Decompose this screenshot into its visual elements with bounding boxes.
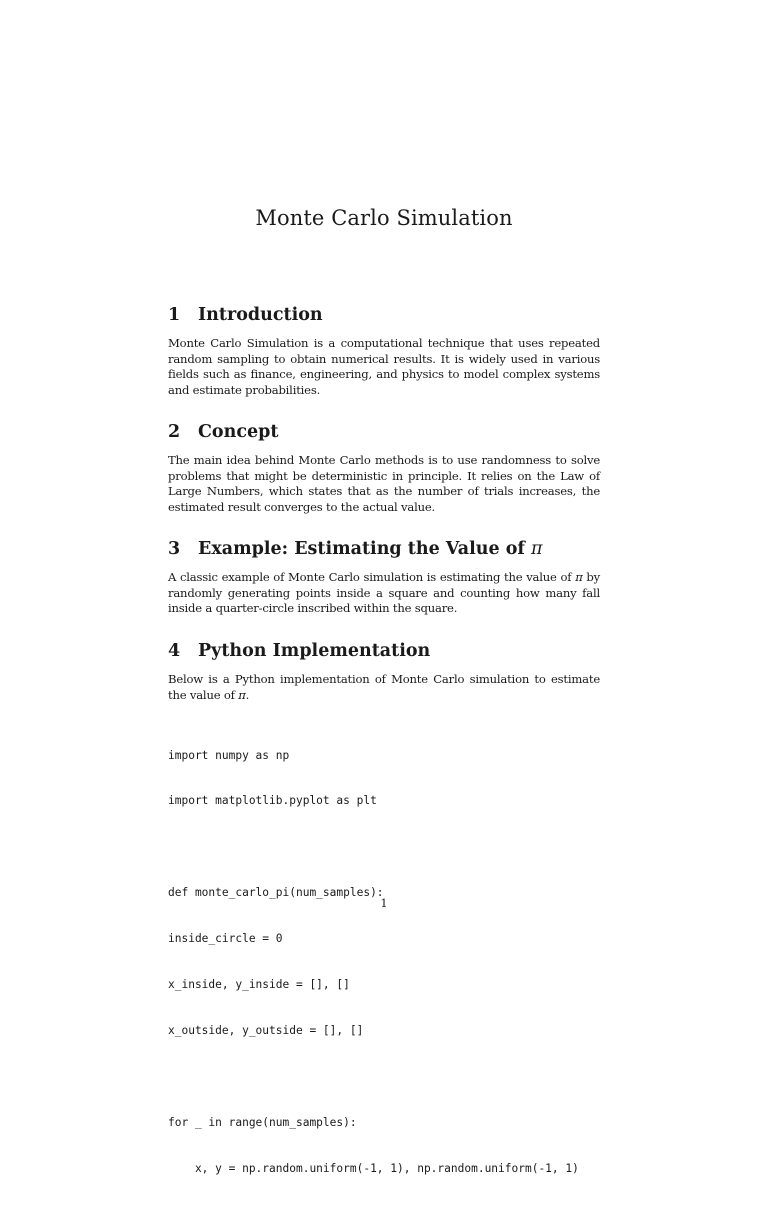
code-listing xyxy=(168,717,600,1207)
code-line: def monte_carlo_pi(num_samples): xyxy=(168,886,384,900)
section-number: 1 xyxy=(168,305,181,325)
section-paragraph xyxy=(168,570,600,617)
section-python-implementation xyxy=(168,640,600,703)
page-number: 1 xyxy=(380,897,388,910)
code-line xyxy=(168,839,600,854)
pi-symbol: π xyxy=(238,687,246,702)
section-title: Python Implementation xyxy=(198,641,431,661)
code-line: import numpy as np xyxy=(168,748,290,762)
code-line: for _ in range(num_samples): xyxy=(168,1115,357,1129)
section-example xyxy=(168,538,600,617)
section-concept xyxy=(168,421,600,515)
section-paragraph: The main idea behind Monte Carlo methods is to use randomness to solve problems that might be deterministic in principle. It relies on the Law of Large Numbers, which states that as the number of trials increases, the estimated result converges to the actual value. xyxy=(168,453,600,514)
paragraph-text: Below is a Python implementation of Monte Carlo simulation to estimate the value of xyxy=(168,672,600,702)
section-title xyxy=(198,538,543,560)
code-line: x, y = np.random.uniform(-1, 1), np.random.uniform(-1, 1) xyxy=(168,1161,579,1175)
code-line: x_outside, y_outside = [], [] xyxy=(168,1023,364,1037)
section-number: 4 xyxy=(168,641,181,661)
section-introduction xyxy=(168,304,600,398)
section-title-text: Example: Estimating the Value of xyxy=(198,539,531,559)
document-title: Monte Carlo Simulation xyxy=(255,206,513,230)
section-heading xyxy=(168,640,600,662)
code-line: import matplotlib.pyplot as plt xyxy=(168,794,377,808)
section-heading xyxy=(168,304,600,326)
section-paragraph xyxy=(168,672,600,703)
section-title: Concept xyxy=(198,422,279,442)
pi-symbol: π xyxy=(575,570,583,584)
paragraph-text: . xyxy=(245,687,250,702)
section-number: 3 xyxy=(168,539,181,559)
paragraph-text: by randomly generating points inside a square and counting how many fall inside a quarter-circle inscribed within the square. xyxy=(168,570,600,615)
section-heading xyxy=(168,538,600,560)
section-number: 2 xyxy=(168,422,181,442)
code-line: inside_circle = 0 xyxy=(168,932,283,946)
code-line: x_inside, y_inside = [], [] xyxy=(168,978,350,992)
paragraph-text: A classic example of Monte Carlo simulation is estimating the value of xyxy=(168,570,576,584)
section-title: Introduction xyxy=(198,305,323,325)
pi-symbol: π xyxy=(531,539,543,559)
code-line xyxy=(168,1069,600,1084)
section-heading xyxy=(168,421,600,443)
section-paragraph: Monte Carlo Simulation is a computational technique that uses repeated random sampling to obtain numerical results. It is widely used in various fields such as finance, engineering, and physics to model complex systems and estimate probabilities. xyxy=(168,336,600,397)
